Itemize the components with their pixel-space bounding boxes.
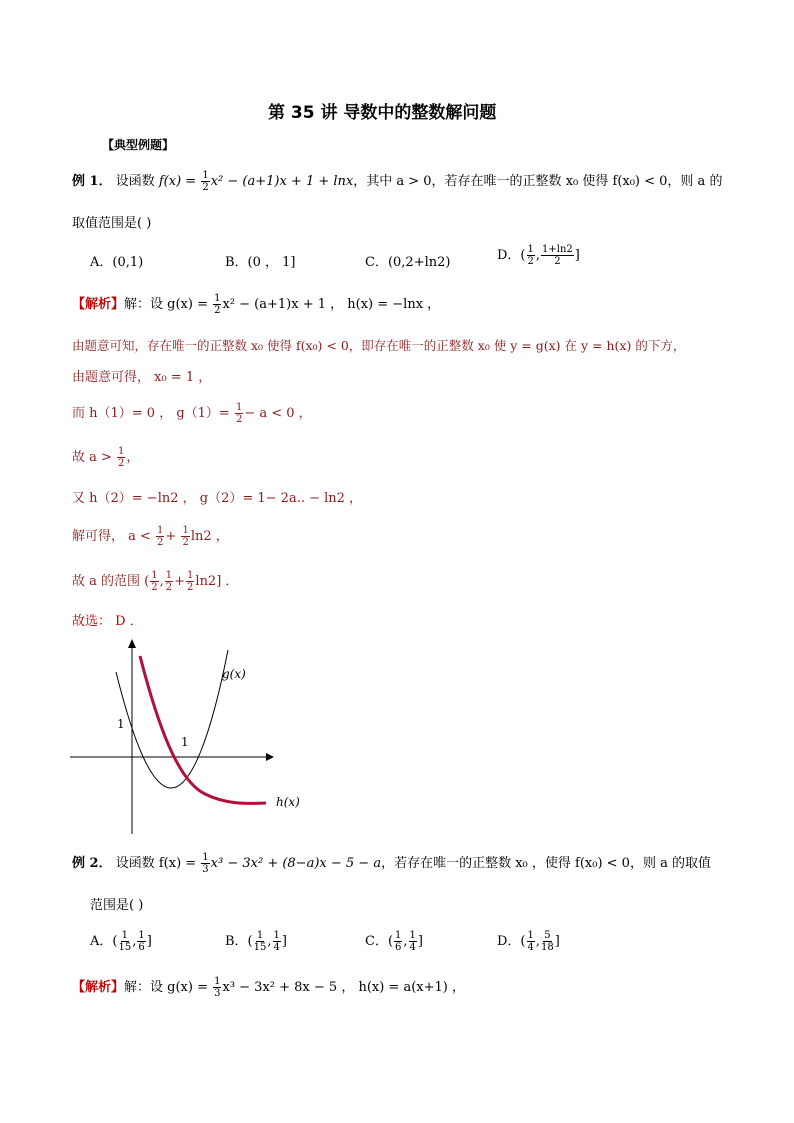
example-2-text: 设函数 f(x) = — [115, 856, 201, 871]
fraction: $\frac{1}{6}$ — [395, 930, 402, 953]
fraction: $\frac{1}{15}$ — [118, 930, 132, 953]
example-1-condition: ，其中 a > 0，若存在唯一的正整数 x₀ 使得 f(x₀) < 0，则 a 的 — [353, 174, 723, 189]
solution-1-line-8b: ] ． — [216, 574, 239, 589]
example-1-text: 设函数 — [115, 174, 155, 189]
y-intercept-label: 1 — [117, 717, 125, 731]
solution-1-line-2: 由题意可知，存在唯一的正整数 x₀ 使得 f(x₀) < 0，即存在唯一的正整数 x₀ 使 y = g(x) 在 y = h(x) 的下方， — [72, 338, 686, 353]
fraction-half: $\frac{1}{2}$ — [118, 446, 125, 469]
y-axis-arrow-icon — [128, 639, 136, 648]
example-1-line-2: 取值范围是( ) — [72, 216, 152, 231]
option-c-prefix: C．( — [365, 934, 394, 949]
fraction: $\frac{1}{4}$ — [527, 930, 534, 953]
solution-1-line-7c: ln2 ， — [190, 529, 229, 544]
page-title: 第 35 讲 导数中的整数解问题 — [268, 103, 497, 123]
example-2-line-1 — [72, 852, 711, 875]
example-2-option-a[interactable]: A．( $\frac{1}{15}$ , $\frac{1}{6}$ ] — [90, 930, 152, 953]
example-1-option-c[interactable]: C．(0,2+ln2) — [365, 255, 451, 270]
solution-1-text-b: x² − (a+1)x + 1 ， h(x) = −lnx ， — [222, 297, 441, 312]
example-2-option-b[interactable]: B．( $\frac{1}{15}$ , $\frac{1}{4}$ ] — [225, 930, 287, 953]
fraction-half: $\frac{1}{2}$ — [165, 570, 173, 593]
solution-1-line-4a: 而 h（1）= 0 ， g（1）= — [72, 406, 234, 421]
fraction: $\frac{1}{4}$ — [273, 930, 280, 953]
solution-1-text-a: 解：设 g(x) = — [124, 297, 213, 312]
solution-1-line-4b: − a < 0 ， — [244, 406, 312, 421]
solution-1-line-7a: 解可得， a < — [72, 529, 156, 544]
option-d-prefix: D．( — [497, 248, 526, 263]
solution-1-line-7b: + — [165, 529, 181, 544]
fraction-third: $\frac{1}{3}$ — [214, 976, 221, 999]
option-d-prefix: D．( — [497, 934, 526, 949]
fraction: $\frac{5}{18}$ — [541, 930, 554, 953]
solution-1-line-4 — [72, 402, 312, 425]
solution-1-line-5b: ， — [126, 450, 140, 465]
fraction-half: $\frac{1}{2}$ — [182, 525, 189, 548]
h-label: h(x) — [276, 795, 300, 809]
fraction: $\frac{1}{4}$ — [409, 930, 416, 953]
solution-1-answer: 故选： D ． — [72, 614, 143, 629]
example-2-label: 例 2． — [72, 856, 112, 871]
fraction-half: $\frac{1}{2}$ — [187, 570, 194, 593]
fraction-half: $\frac{1}{2}$ — [235, 402, 243, 425]
example-1-option-b[interactable]: B．(0 ， 1] — [225, 255, 296, 270]
example-2-condition: ，若存在唯一的正整数 x₀ ，使得 f(x₀) < 0，则 a 的取值 — [381, 856, 711, 871]
x-axis-arrow-icon — [266, 753, 274, 761]
example-2-option-c[interactable]: C．( $\frac{1}{6}$ , $\frac{1}{4}$ ] — [365, 930, 423, 953]
fraction-half: $\frac{1}{2}$ — [527, 244, 534, 267]
x-one-label: 1 — [181, 735, 189, 749]
example-1-line-1 — [72, 170, 722, 193]
example-2-line-2: 范围是( ) — [90, 898, 144, 913]
section-heading: 【典型例题】 — [102, 138, 175, 152]
example-1-label: 例 1． — [72, 174, 112, 189]
fraction: $\frac{1}{6}$ — [138, 930, 145, 953]
function-graph — [70, 636, 300, 836]
solution-2-text-a: 解：设 g(x) = — [124, 980, 213, 995]
fraction-half: $\frac{1}{2}$ — [157, 525, 164, 548]
solution-2-line-1 — [72, 976, 465, 999]
solution-1-line-8: 故 a 的范围 ( $\frac{1}{2}$ , $\frac{1}{2}$ + $\frac{1}{2}$ ln2] ． — [72, 570, 239, 593]
example-2-func-tail: x³ − 3x² + (8−a)x − 5 − a — [210, 856, 382, 871]
fraction-half: $\frac{1}{2}$ — [151, 570, 158, 593]
solution-tag: 【解析】 — [72, 297, 125, 312]
g-label: g(x) — [222, 667, 246, 681]
solution-tag: 【解析】 — [72, 980, 125, 995]
fraction: $\frac{1}{15}$ — [253, 930, 267, 953]
g-curve — [116, 650, 228, 788]
solution-1-line-1 — [72, 293, 440, 316]
example-1-option-a[interactable]: A．(0,1) — [90, 255, 144, 270]
solution-1-line-5 — [72, 446, 139, 469]
solution-1-line-8a: 故 a 的范围 ( — [72, 574, 150, 589]
fraction-third: $\frac{1}{3}$ — [202, 852, 209, 875]
solution-1-line-6: 又 h（2）= −ln2 ， g（2）= 1− 2a.. − ln2 ， — [72, 491, 363, 506]
fraction-half: $\frac{1}{2}$ — [202, 170, 209, 193]
example-1-func-tail: x² − (a+1)x + 1 + lnx — [210, 174, 354, 189]
solution-1-line-3: 由题意可得， x₀ = 1 ， — [72, 370, 212, 385]
solution-2-text-b: x³ − 3x² + 8x − 5 ， h(x) = a(x+1) ， — [222, 980, 465, 995]
fraction-half: $\frac{1}{2}$ — [214, 293, 221, 316]
solution-1-line-7 — [72, 525, 229, 548]
fraction-d: $\frac{1+\ln 2}{2}$ — [542, 244, 573, 267]
solution-1-line-5a: 故 a > — [72, 450, 117, 465]
option-d-suffix: ] — [574, 248, 580, 263]
option-b-prefix: B．( — [225, 934, 253, 949]
example-1-func: f(x) = — [158, 174, 201, 189]
example-1-option-d[interactable]: D．( $\frac{1}{2}$ , $\frac{1+\ln 2}{2}$ ] — [497, 244, 580, 267]
example-2-option-d[interactable]: D．( $\frac{1}{4}$ , $\frac{5}{18}$ ] — [497, 930, 560, 953]
option-a-prefix: A．( — [90, 934, 118, 949]
